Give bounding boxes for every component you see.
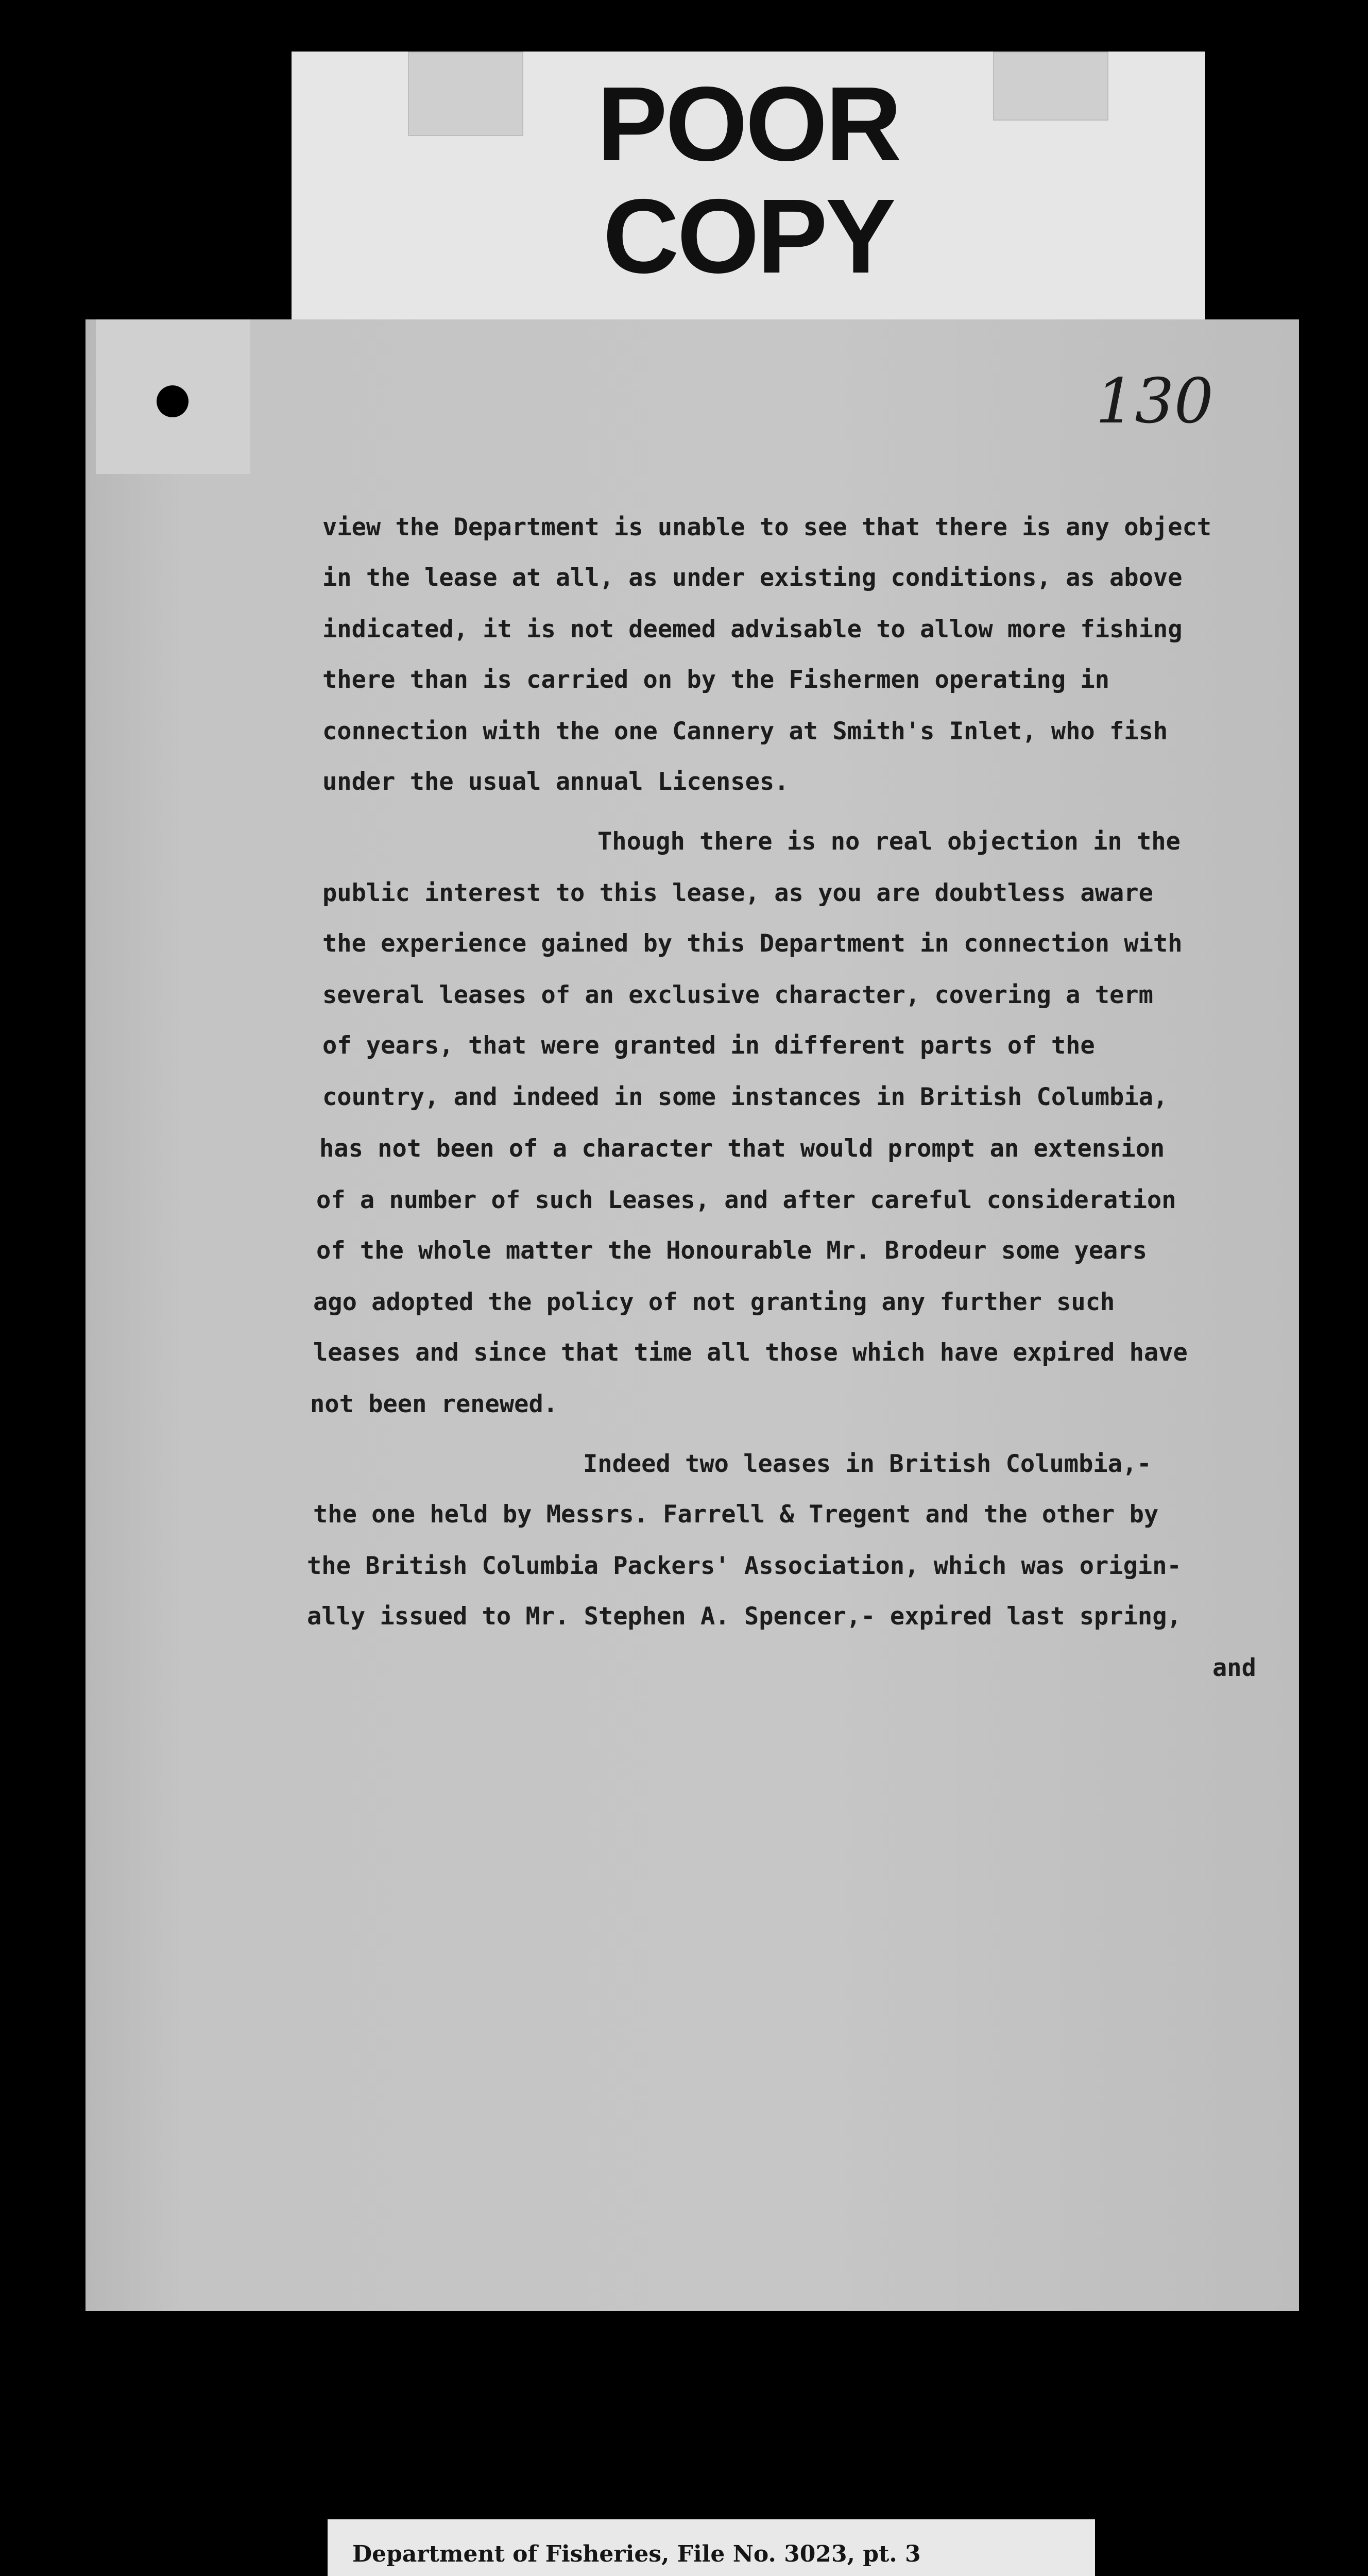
letter-line: of a number of such Leases, and after careful consideration xyxy=(316,1186,1176,1214)
poor-copy-stamp xyxy=(292,52,1205,320)
letter-line: Though there is no real objection in the xyxy=(597,827,1181,856)
letter-line: in the lease at all, as under existing conditions, as above xyxy=(322,564,1183,592)
letter-line: not been renewed. xyxy=(310,1390,558,1418)
file-reference-label xyxy=(328,2519,1095,2576)
folio-number: 130 xyxy=(1095,366,1213,437)
letter-line: ally issued to Mr. Stephen A. Spencer,- expired last spring, xyxy=(307,1602,1182,1631)
letter-line: under the usual annual Licenses. xyxy=(322,768,789,796)
letter-line: Indeed two leases in British Columbia,- xyxy=(583,1450,1152,1478)
letter-line: the experience gained by this Department in connection with xyxy=(322,929,1183,958)
letter-line: connection with the one Cannery at Smith's Inlet, who fish xyxy=(322,717,1168,745)
stamp-line-copy: COPY xyxy=(603,177,894,295)
letter-line: has not been of a character that would prompt an extension xyxy=(319,1134,1165,1163)
letter-line: public interest to this lease, as you are doubtless aware xyxy=(322,879,1153,907)
catchword: and xyxy=(1212,1654,1256,1682)
stamp-line-poor: POOR xyxy=(597,65,900,183)
letter-line: view the Department is unable to see that there is any object xyxy=(322,513,1212,541)
letter-line: there than is carried on by the Fishermen operating in xyxy=(322,666,1110,694)
letter-line: the British Columbia Packers' Association, which was origin- xyxy=(307,1552,1182,1580)
letter-line: indicated, it is not deemed advisable to allow more fishing xyxy=(322,615,1183,643)
letter-line: several leases of an exclusive character, covering a term xyxy=(322,981,1153,1009)
letter-line: the one held by Messrs. Farrell & Tregent and the other by xyxy=(313,1500,1159,1529)
letter-line: of years, that were granted in different parts of the xyxy=(322,1031,1095,1060)
punch-hole xyxy=(157,385,189,417)
letter-line: of the whole matter the Honourable Mr. Brodeur some years xyxy=(316,1236,1147,1265)
letter-line: leases and since that time all those which have expired have xyxy=(313,1338,1188,1367)
document-page xyxy=(86,319,1299,2311)
letter-line: country, and indeed in some instances in British Columbia, xyxy=(322,1083,1168,1111)
letter-line: ago adopted the policy of not granting any further such xyxy=(313,1288,1115,1316)
file-reference-text: Department of Fisheries, File No. 3023, pt. 3 xyxy=(352,2541,921,2567)
